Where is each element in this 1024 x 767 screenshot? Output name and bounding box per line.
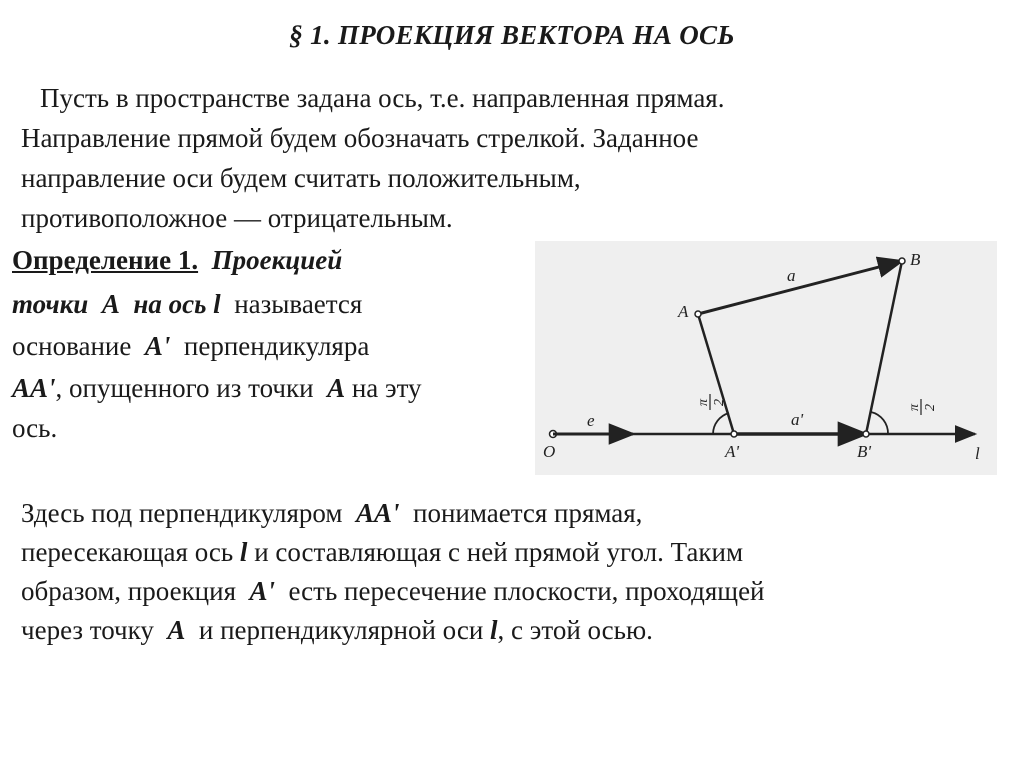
definition-line-3: основание A' перпендикуляра [12,331,370,361]
point-b [899,258,905,264]
label-a-vector: a [787,266,796,285]
intro-line-2: Направление прямой будем обозначать стрелкой. Заданное [21,123,699,153]
paragraph-line-4: через точку A и перпендикулярной оси l, с этой осью. [21,615,653,645]
point-a [695,311,701,317]
perpendicular-bb-prime [866,261,902,434]
definition-heading: Определение 1. [12,245,199,275]
definition-line-5: ось. [12,413,58,443]
svg-text:2: 2 [923,404,938,411]
paragraph-line-3: образом, проекция A' есть пересечение плоскости, проходящей [21,576,765,606]
paragraph-line-1: Здесь под перпендикуляром AA' понимается прямая, [21,498,643,528]
intro-line-1: Пусть в пространстве задана ось, т.е. направленная прямая. [40,83,725,113]
projection-diagram [535,241,997,475]
svg-text:2: 2 [712,399,727,406]
right-angle-arc-b [871,412,888,434]
label-a-prime: A' [725,442,740,461]
definition-line-2: точки A на ось l называется [12,289,363,319]
page-title: § 1. ПРОЕКЦИЯ ВЕКТОРА НА ОСЬ [289,20,735,50]
right-angle-arc-a [713,413,729,434]
svg-text:π: π [696,398,711,406]
label-o: O [543,442,556,461]
projection-figure [535,241,997,475]
perpendicular-aa-prime [698,314,734,434]
definition-line-4: AA', опущенного из точки A на эту [12,373,422,403]
svg-text:π: π [907,403,922,411]
label-e: e [587,411,595,430]
label-l: l [975,444,980,463]
point-a-prime [731,431,737,437]
point-b-prime [863,431,869,437]
label-b-prime: B' [857,442,872,461]
intro-line-3: направление оси будем считать положительным, [21,163,581,193]
intro-line-4: противоположное — отрицательным. [21,203,453,233]
paragraph-line-2: пересекающая ось l и составляющая с ней прямой угол. Таким [21,537,744,567]
definition-line-1: Определение 1. Проекцией [12,245,343,275]
label-b: B [910,250,921,269]
label-a-prime-vector: a' [791,410,804,429]
label-a: A [678,302,689,321]
vector-a [698,261,902,314]
label-pi-half-b [907,399,938,415]
